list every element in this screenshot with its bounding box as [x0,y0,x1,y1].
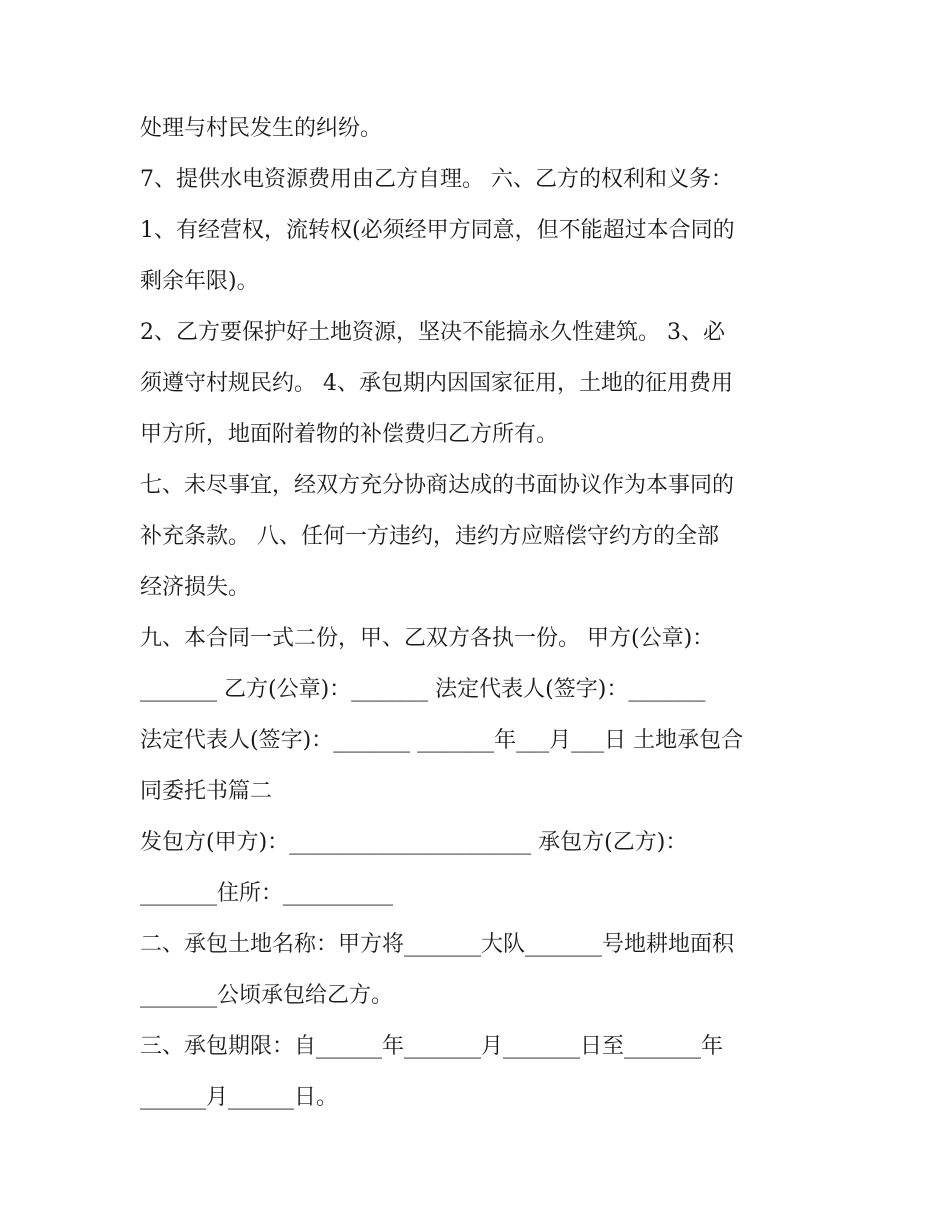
text-line: 7、提供水电资源费用由乙方自理。 六、乙方的权利和义务： [140,167,733,192]
text-line: 发包方(甲方)：______________________ 承包方(乙方)： [140,830,688,855]
text-line: _______ 乙方(公章)：_______ 法定代表人(签字)：_______ [140,677,706,702]
text-line: 七、未尽事宜，经双方充分协商达成的书面协议作为本事同的 [140,473,735,498]
text-line: 须遵守村规民约。 4、承包期内因国家征用，土地的征用费用 [140,371,733,396]
text-line: 剩余年限)。 [140,269,259,294]
text-line: 经济损失。 [140,575,251,600]
text-line: 三、承包期限：自______年_______月_______日至_______年 [140,1034,724,1059]
text-line: _______住所：__________ [140,881,394,906]
text-line: ______月______日。 [140,1085,339,1110]
text-line: 二、承包土地名称：甲方将_______大队_______号地耕地面积 [140,932,735,957]
text-line: 九、本合同一式二份，甲、乙双方各执一份。 甲方(公章)： [140,626,715,651]
text-line: 同委托书篇二 [140,779,273,804]
text-line: 甲方所，地面附着物的补偿费归乙方所有。 [140,422,559,447]
text-line: 2、乙方要保护好土地资源，坚决不能搞永久性建筑。 3、必 [140,320,725,345]
text-line: 1、有经营权，流转权(必须经甲方同意，但不能超过本合同的 [140,218,735,243]
text-line: 处理与村民发生的纠纷。 [140,116,383,141]
text-line: _______公顷承包给乙方。 [140,983,394,1008]
text-line: 法定代表人(签字)：_______ _______年___月___日 土地承包合 [140,728,744,753]
text-line: 补充条款。 八、任何一方违约，违约方应赔偿守约方的全部 [140,524,719,549]
